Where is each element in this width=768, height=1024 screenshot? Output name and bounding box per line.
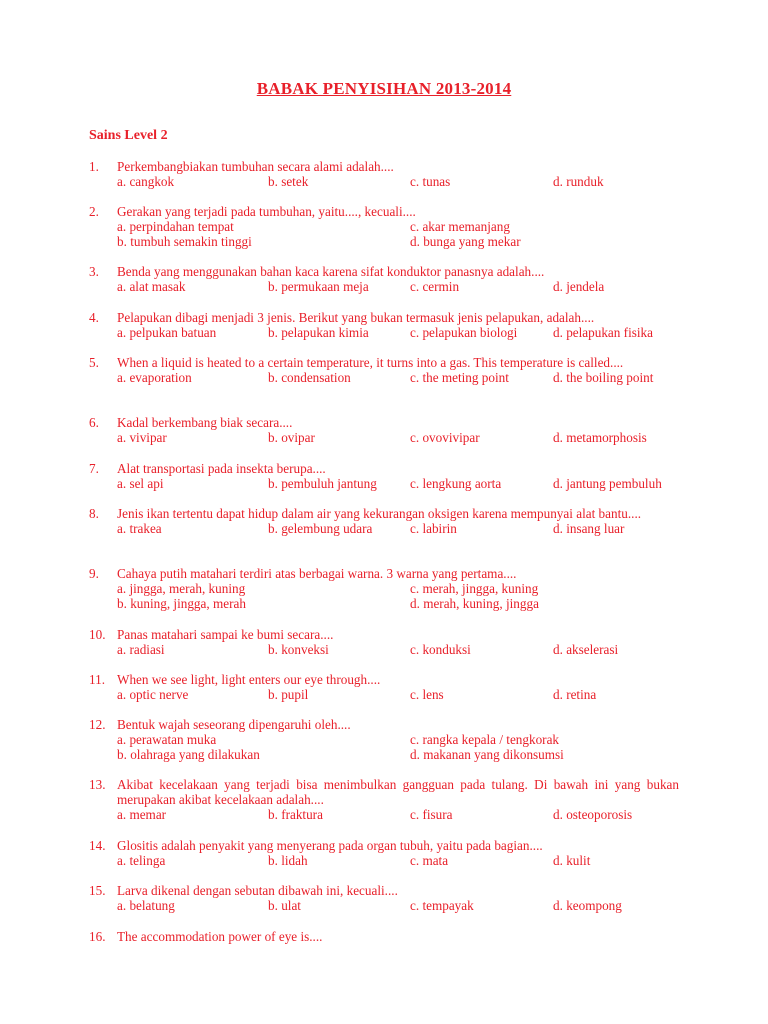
answer-option: d. pelapukan fisika — [553, 325, 653, 341]
answer-option: c. akar memanjang — [410, 219, 510, 235]
question-item — [89, 566, 679, 612]
question-text: Akibat kecelakaan yang terjadi bisa menimbulkan gangguan pada tulang. Di bawah ini yang bukan merupakan akibat kecelakaan adalah.... — [117, 777, 679, 808]
answer-option: a. perpindahan tempat — [117, 219, 234, 235]
answer-option: d. keompong — [553, 898, 622, 914]
option-row — [117, 747, 679, 762]
question-number: 12. — [89, 717, 106, 732]
question-number: 8. — [89, 506, 99, 521]
answer-option: b. fraktura — [268, 807, 323, 823]
question-number: 1. — [89, 159, 99, 174]
answer-option: c. merah, jingga, kuning — [410, 581, 539, 597]
option-row — [117, 596, 679, 611]
answer-option: b. olahraga yang dilakukan — [117, 747, 260, 763]
question-number: 7. — [89, 461, 99, 476]
option-row — [117, 807, 679, 822]
option-row — [117, 174, 679, 189]
answer-option: d. osteoporosis — [553, 807, 633, 823]
section-heading: Sains Level 2 — [89, 128, 168, 143]
answer-option: d. merah, kuning, jingga — [410, 596, 539, 612]
answer-option: c. ovovivipar — [410, 430, 480, 446]
page-title: BABAK PENYISIHAN 2013-2014 — [256, 79, 512, 98]
question-item — [89, 461, 679, 491]
question-item — [89, 506, 679, 536]
question-item — [89, 838, 679, 868]
answer-option: d. insang luar — [553, 521, 625, 537]
question-item — [89, 929, 679, 944]
question-text: Pelapukan dibagi menjadi 3 jenis. Berikut yang bukan termasuk jenis pelapukan, adalah.... — [117, 310, 595, 325]
question-text: Larva dikenal dengan sebutan dibawah ini, kecuali.... — [117, 883, 398, 898]
answer-option: a. perawatan muka — [117, 732, 217, 748]
question-number: 4. — [89, 310, 99, 325]
answer-option: b. pelapukan kimia — [268, 325, 369, 341]
question-text: Kadal berkembang biak secara.... — [117, 415, 293, 430]
option-row — [117, 687, 679, 702]
option-row — [117, 430, 679, 445]
question-number: 6. — [89, 415, 99, 430]
option-row — [117, 853, 679, 868]
answer-option: b. permukaan meja — [268, 279, 369, 295]
answer-option: b. pembuluh jantung — [268, 476, 377, 492]
question-item — [89, 777, 679, 823]
answer-option: a. belatung — [117, 898, 175, 914]
option-row — [117, 234, 679, 249]
question-text: When a liquid is heated to a certain temperature, it turns into a gas. This temperature is called.... — [117, 355, 624, 370]
answer-option: b. konveksi — [268, 642, 329, 658]
answer-option: c. the meting point — [410, 370, 509, 386]
answer-option: c. fisura — [410, 807, 453, 823]
answer-option: c. pelapukan biologi — [410, 325, 518, 341]
answer-option: a. telinga — [117, 853, 166, 869]
option-row — [117, 898, 679, 913]
question-text: Gerakan yang terjadi pada tumbuhan, yaitu...., kecuali.... — [117, 204, 416, 219]
question-number: 13. — [89, 777, 106, 792]
question-text: Bentuk wajah seseorang dipengaruhi oleh.... — [117, 717, 351, 732]
answer-option: d. jantung pembuluh — [553, 476, 662, 492]
answer-option: c. cermin — [410, 279, 460, 295]
answer-option: d. the boiling point — [553, 370, 654, 386]
answer-option: b. lidah — [268, 853, 308, 869]
answer-option: a. vivipar — [117, 430, 167, 446]
question-text: Alat transportasi pada insekta berupa.... — [117, 461, 326, 476]
question-text: Jenis ikan tertentu dapat hidup dalam air yang kekurangan oksigen karena mempunyai alat bantu.... — [117, 506, 642, 521]
question-number: 5. — [89, 355, 99, 370]
answer-option: d. bunga yang mekar — [410, 234, 521, 250]
question-number: 10. — [89, 627, 106, 642]
answer-option: b. pupil — [268, 687, 309, 703]
option-row — [117, 279, 679, 294]
answer-option: c. tunas — [410, 174, 451, 190]
answer-option: d. jendela — [553, 279, 605, 295]
answer-option: a. trakea — [117, 521, 162, 537]
option-row — [117, 732, 679, 747]
question-text: Benda yang menggunakan bahan kaca karena sifat konduktor panasnya adalah.... — [117, 264, 545, 279]
question-item — [89, 310, 679, 340]
answer-option: d. metamorphosis — [553, 430, 647, 446]
question-number: 16. — [89, 929, 106, 944]
option-row — [117, 581, 679, 596]
question-number: 15. — [89, 883, 106, 898]
question-text: Glositis adalah penyakit yang menyerang pada organ tubuh, yaitu pada bagian.... — [117, 838, 543, 853]
question-text: Cahaya putih matahari terdiri atas berbagai warna. 3 warna yang pertama.... — [117, 566, 517, 581]
answer-option: a. radiasi — [117, 642, 165, 658]
answer-option: d. makanan yang dikonsumsi — [410, 747, 564, 763]
answer-option: c. rangka kepala / tengkorak — [410, 732, 560, 748]
answer-option: a. memar — [117, 807, 167, 823]
answer-option: a. jingga, merah, kuning — [117, 581, 246, 597]
answer-option: c. konduksi — [410, 642, 471, 658]
option-row — [117, 642, 679, 657]
answer-option: b. kuning, jingga, merah — [117, 596, 246, 612]
question-text: Panas matahari sampai ke bumi secara.... — [117, 627, 334, 642]
question-text: When we see light, light enters our eye through.... — [117, 672, 381, 687]
answer-option: c. lens — [410, 687, 444, 703]
answer-option: b. ovipar — [268, 430, 315, 446]
answer-option: b. condensation — [268, 370, 351, 386]
question-text: Perkembangbiakan tumbuhan secara alami adalah.... — [117, 159, 394, 174]
answer-option: d. kulit — [553, 853, 591, 869]
question-item — [89, 159, 679, 189]
question-item — [89, 883, 679, 913]
answer-option: b. gelembung udara — [268, 521, 373, 537]
option-row — [117, 521, 679, 536]
option-row — [117, 370, 679, 385]
question-item — [89, 717, 679, 763]
answer-option: c. mata — [410, 853, 449, 869]
answer-option: a. sel api — [117, 476, 164, 492]
question-item — [89, 204, 679, 250]
question-item — [89, 355, 679, 385]
question-number: 11. — [89, 672, 105, 687]
question-number: 2. — [89, 204, 99, 219]
answer-option: c. labirin — [410, 521, 457, 537]
question-number: 3. — [89, 264, 99, 279]
question-number: 14. — [89, 838, 106, 853]
answer-option: a. cangkok — [117, 174, 175, 190]
answer-option: c. tempayak — [410, 898, 474, 914]
answer-option: b. setek — [268, 174, 309, 190]
question-text: The accommodation power of eye is.... — [117, 929, 323, 944]
answer-option: a. evaporation — [117, 370, 192, 386]
question-item — [89, 672, 679, 702]
answer-option: a. optic nerve — [117, 687, 189, 703]
option-row — [117, 219, 679, 234]
option-row — [117, 476, 679, 491]
answer-option: a. alat masak — [117, 279, 186, 295]
question-number: 9. — [89, 566, 99, 581]
answer-option: b. tumbuh semakin tinggi — [117, 234, 252, 250]
answer-option: d. runduk — [553, 174, 604, 190]
answer-option: d. retina — [553, 687, 597, 703]
answer-option: d. akselerasi — [553, 642, 619, 658]
question-item — [89, 264, 679, 294]
answer-option: c. lengkung aorta — [410, 476, 502, 492]
answer-option: a. pelpukan batuan — [117, 325, 217, 341]
answer-option: b. ulat — [268, 898, 301, 914]
question-item — [89, 627, 679, 657]
question-item — [89, 415, 679, 445]
option-row — [117, 325, 679, 340]
